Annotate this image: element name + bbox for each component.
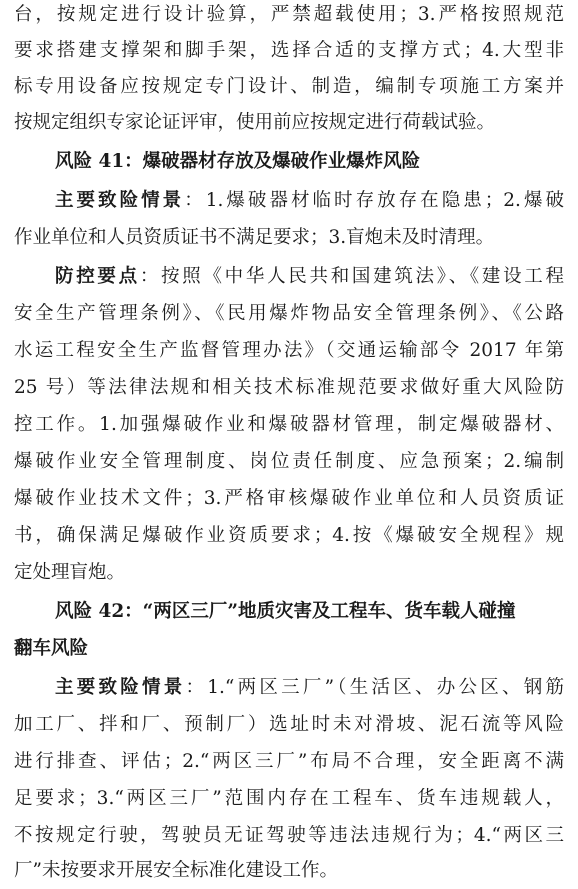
body-text-line: 书，确保满足爆破作业资质要求；4.按《爆破安全规程》规 bbox=[14, 525, 564, 546]
section-heading-risk-42-cont: 翻车风险 bbox=[14, 638, 89, 659]
scenario-label: 主要致险情景 bbox=[55, 677, 186, 698]
body-text-line: 台，按规定进行设计验算，严禁超载使用；3.严格按照规范 bbox=[14, 4, 564, 25]
body-text-line: 厂”未按要求开展安全标准化建设工作。 bbox=[14, 860, 338, 881]
body-text-line: 进行排查、评估；2.“两区三厂”布局不合理，安全距离不满 bbox=[14, 751, 564, 772]
control-label: 防控要点 bbox=[55, 266, 140, 287]
body-text-line: 水运工程安全生产监督管理办法》（交通运输部令 2017 年第 bbox=[14, 340, 564, 361]
paragraph-first-line bbox=[14, 188, 564, 214]
body-text-line: 不按规定行驶，驾驶员无证驾驶等违法违规行为；4.“两区三 bbox=[14, 825, 564, 846]
body-text-line: 25 号）等法律法规和相关技术标准规范要求做好重大风险防 bbox=[14, 377, 564, 398]
body-text-line: 控工作。1.加强爆破作业和爆破器材管理，制定爆破器材、 bbox=[14, 414, 564, 435]
scenario-label: 主要致险情景 bbox=[55, 190, 185, 211]
scenario-text: ：1.爆破器材临时存放存在隐患；2.爆破 bbox=[184, 190, 564, 211]
body-text-line: 作业单位和人员资质证书不满足要求；3.盲炮未及时清理。 bbox=[14, 227, 495, 248]
body-text-line: 爆破作业安全管理制度、岗位责任制度、应急预案；2.编制 bbox=[14, 451, 564, 472]
body-text-line: 安全生产管理条例》、《民用爆炸物品安全管理条例》、《公路 bbox=[14, 303, 564, 324]
body-text-line: 加工厂、拌和厂、预制厂）选址时未对滑坡、泥石流等风险 bbox=[14, 714, 564, 735]
control-text: ：按照《中华人民共和国建筑法》、《建设工程 bbox=[139, 266, 564, 287]
section-heading-risk-41: 风险 41：爆破器材存放及爆破作业爆炸风险 bbox=[55, 151, 421, 172]
body-text-line: 爆破作业技术文件；3.严格审核爆破作业单位和人员资质证 bbox=[14, 488, 564, 509]
body-text-line: 标专用设备应按规定专门设计、制造，编制专项施工方案并 bbox=[14, 76, 564, 97]
scenario-text: ：1.“两区三厂”（生活区、办公区、钢筋 bbox=[185, 677, 564, 698]
body-text-line: 要求搭建支撑架和脚手架，选择合适的支撑方式；4.大型非 bbox=[14, 40, 564, 61]
body-text-line: 按规定组织专家论证评审，使用前应按规定进行荷载试验。 bbox=[14, 112, 496, 133]
body-text-line: 足要求；3.“两区三厂”范围内存在工程车、货车违规载人， bbox=[14, 788, 564, 809]
section-heading-risk-42: 风险 42：“两区三厂”地质灾害及工程车、货车载人碰撞 bbox=[55, 601, 516, 622]
paragraph-first-line bbox=[14, 675, 564, 701]
paragraph-first-line bbox=[14, 264, 564, 290]
body-text-line: 定处理盲炮。 bbox=[14, 562, 126, 583]
